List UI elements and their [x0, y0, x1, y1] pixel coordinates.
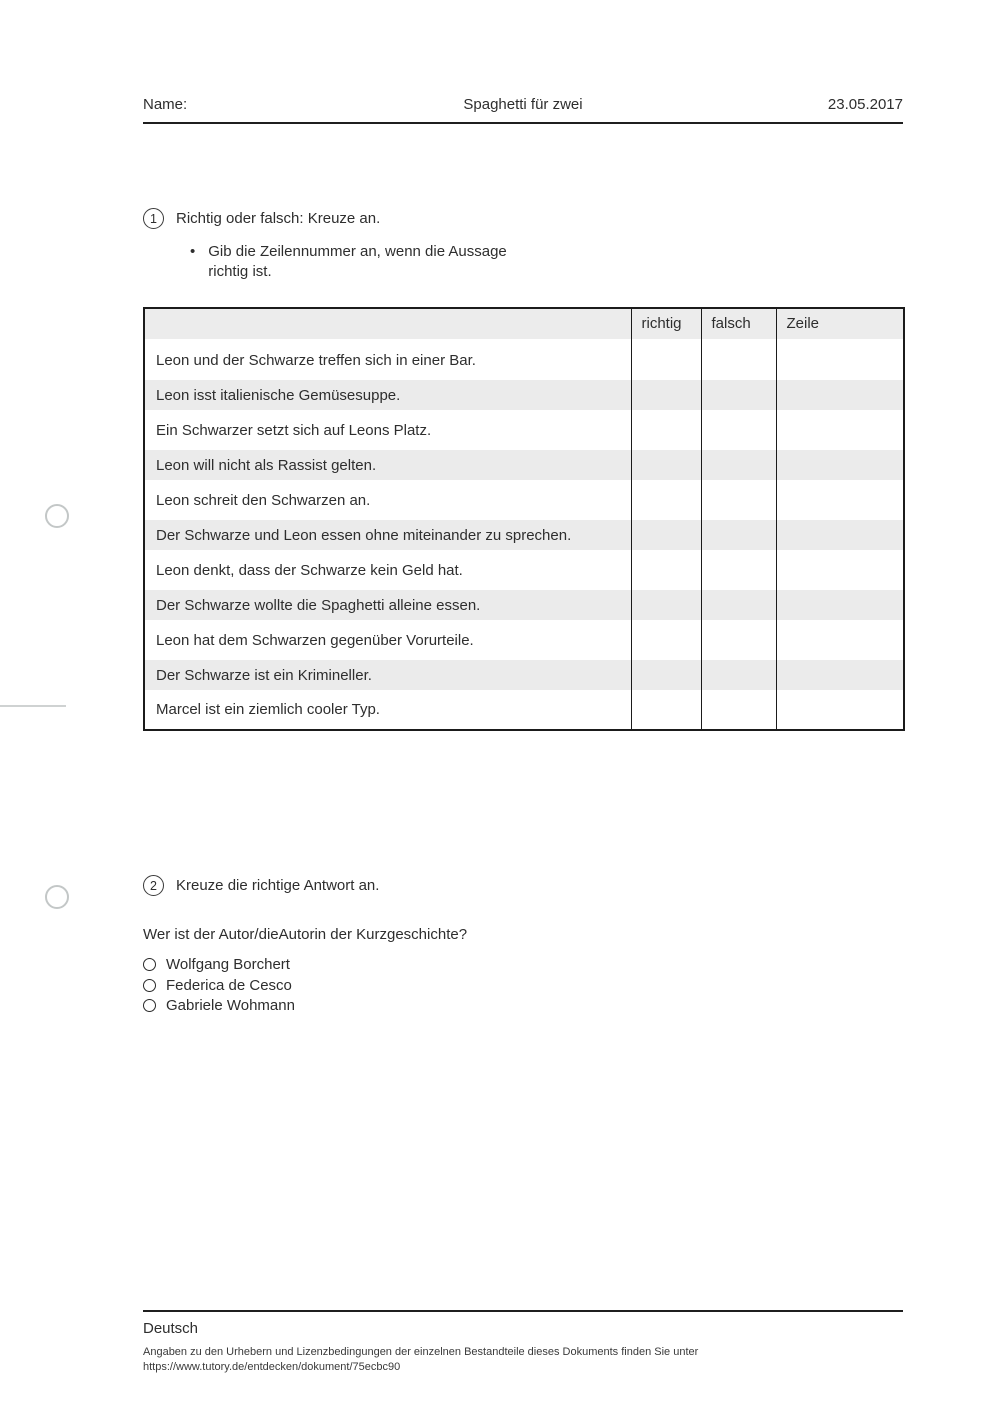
richtig-answer-cell[interactable] [631, 485, 701, 520]
statements-table-wrap [143, 307, 903, 731]
falsch-column-header: falsch [701, 308, 776, 345]
statement-cell: Der Schwarze und Leon essen ohne miteinander zu sprechen. [144, 520, 631, 555]
task-2-question: Wer ist der Autor/dieAutorin der Kurzgeschichte? [143, 926, 468, 943]
statement-cell: Leon und der Schwarze treffen sich in einer Bar. [156, 351, 476, 369]
falsch-answer-cell[interactable] [701, 415, 776, 450]
name-label: Name: [143, 96, 188, 113]
falsch-answer-cell[interactable] [701, 345, 776, 380]
table-header-row [144, 308, 904, 345]
zeile-answer-cell[interactable] [776, 555, 904, 590]
task-1-hint [190, 242, 903, 281]
table-row [144, 625, 904, 660]
zeile-column-header: Zeile [776, 308, 904, 345]
task-1 [143, 208, 903, 281]
richtig-answer-cell[interactable] [631, 520, 701, 555]
statement-cell: Marcel ist ein ziemlich cooler Typ. [156, 701, 380, 718]
richtig-answer-cell[interactable] [631, 660, 701, 695]
richtig-answer-cell[interactable] [631, 415, 701, 450]
license-note: Angaben zu den Urhebern und Lizenzbedingungen der einzelnen Bestandteile dieses Dokuments finden Sie unter [143, 1346, 699, 1358]
statements-table [143, 307, 905, 731]
richtig-answer-cell[interactable] [631, 555, 701, 590]
zeile-answer-cell[interactable] [776, 625, 904, 660]
statement-cell: Ein Schwarzer setzt sich auf Leons Platz. [156, 421, 432, 439]
answer-option[interactable] [143, 977, 903, 994]
task-2-head [143, 875, 903, 896]
statement-cell: Der Schwarze wollte die Spaghetti alleine essen. [144, 590, 631, 625]
punch-hole-mark [45, 885, 69, 909]
table-row [144, 590, 904, 625]
richtig-answer-cell[interactable] [631, 625, 701, 660]
table-row [144, 695, 904, 730]
radio-circle-icon[interactable] [143, 999, 156, 1012]
statement-column-header [144, 308, 631, 345]
statement-cell: Leon schreit den Schwarzen an. [156, 491, 371, 509]
bullet-icon: • [190, 243, 196, 260]
option-label: Gabriele Wohmann [166, 997, 295, 1014]
falsch-answer-cell[interactable] [701, 625, 776, 660]
richtig-column-header: richtig [631, 308, 701, 345]
table-row [144, 520, 904, 555]
falsch-answer-cell[interactable] [701, 520, 776, 555]
statement-cell: Der Schwarze ist ein Krimineller. [144, 660, 631, 695]
zeile-answer-cell[interactable] [776, 660, 904, 695]
statement-cell: Leon will nicht als Rassist gelten. [144, 450, 631, 485]
table-row [144, 555, 904, 590]
falsch-answer-cell[interactable] [701, 660, 776, 695]
fold-mark-line [0, 705, 66, 707]
zeile-answer-cell[interactable] [776, 450, 904, 485]
richtig-answer-cell[interactable] [631, 590, 701, 625]
falsch-answer-cell[interactable] [701, 450, 776, 485]
zeile-answer-cell[interactable] [776, 520, 904, 555]
table-row [144, 485, 904, 520]
zeile-answer-cell[interactable] [776, 590, 904, 625]
zeile-answer-cell[interactable] [776, 695, 904, 730]
task-1-head [143, 208, 903, 229]
page-title: Spaghetti für zwei [463, 96, 583, 113]
license-url: https://www.tutory.de/entdecken/dokument/75ecbc90 [143, 1360, 401, 1373]
zeile-answer-cell[interactable] [776, 380, 904, 415]
statement-cell: Leon denkt, dass der Schwarze kein Geld hat. [156, 561, 463, 579]
option-label: Wolfgang Borchert [166, 956, 290, 973]
statements-body [144, 345, 904, 730]
task-2 [143, 875, 903, 1014]
falsch-answer-cell[interactable] [701, 555, 776, 590]
document-footer [143, 1310, 903, 1374]
task-number-badge: 1 [143, 208, 164, 229]
punch-hole-mark [45, 504, 69, 528]
richtig-answer-cell[interactable] [631, 380, 701, 415]
table-row [144, 660, 904, 695]
table-row [144, 345, 904, 380]
answer-option[interactable] [143, 956, 903, 973]
table-row [144, 450, 904, 485]
answer-options [143, 956, 903, 1014]
richtig-answer-cell[interactable] [631, 695, 701, 730]
falsch-answer-cell[interactable] [701, 380, 776, 415]
date-label: 23.05.2017 [827, 96, 903, 113]
task-2-instruction: Kreuze die richtige Antwort an. [176, 877, 380, 894]
statement-cell: Leon hat dem Schwarzen gegenüber Vorurteile. [156, 631, 474, 649]
falsch-answer-cell[interactable] [701, 485, 776, 520]
zeile-answer-cell[interactable] [776, 345, 904, 380]
radio-circle-icon[interactable] [143, 958, 156, 971]
richtig-answer-cell[interactable] [631, 450, 701, 485]
richtig-answer-cell[interactable] [631, 345, 701, 380]
zeile-answer-cell[interactable] [776, 415, 904, 450]
answer-option[interactable] [143, 997, 903, 1014]
subject-label: Deutsch [143, 1320, 199, 1337]
task-1-hint-text: Gib die Zeilennummer an, wenn die Aussage richtig ist. [208, 243, 507, 280]
statement-cell: Leon isst italienische Gemüsesuppe. [144, 380, 631, 415]
falsch-answer-cell[interactable] [701, 590, 776, 625]
document-header [143, 96, 903, 124]
option-label: Federica de Cesco [166, 976, 292, 994]
zeile-answer-cell[interactable] [776, 485, 904, 520]
falsch-answer-cell[interactable] [701, 695, 776, 730]
task-1-instruction: Richtig oder falsch: Kreuze an. [176, 210, 381, 227]
table-row [144, 415, 904, 450]
task-number-badge: 2 [143, 875, 164, 896]
table-row [144, 380, 904, 415]
radio-circle-icon[interactable] [143, 979, 156, 992]
